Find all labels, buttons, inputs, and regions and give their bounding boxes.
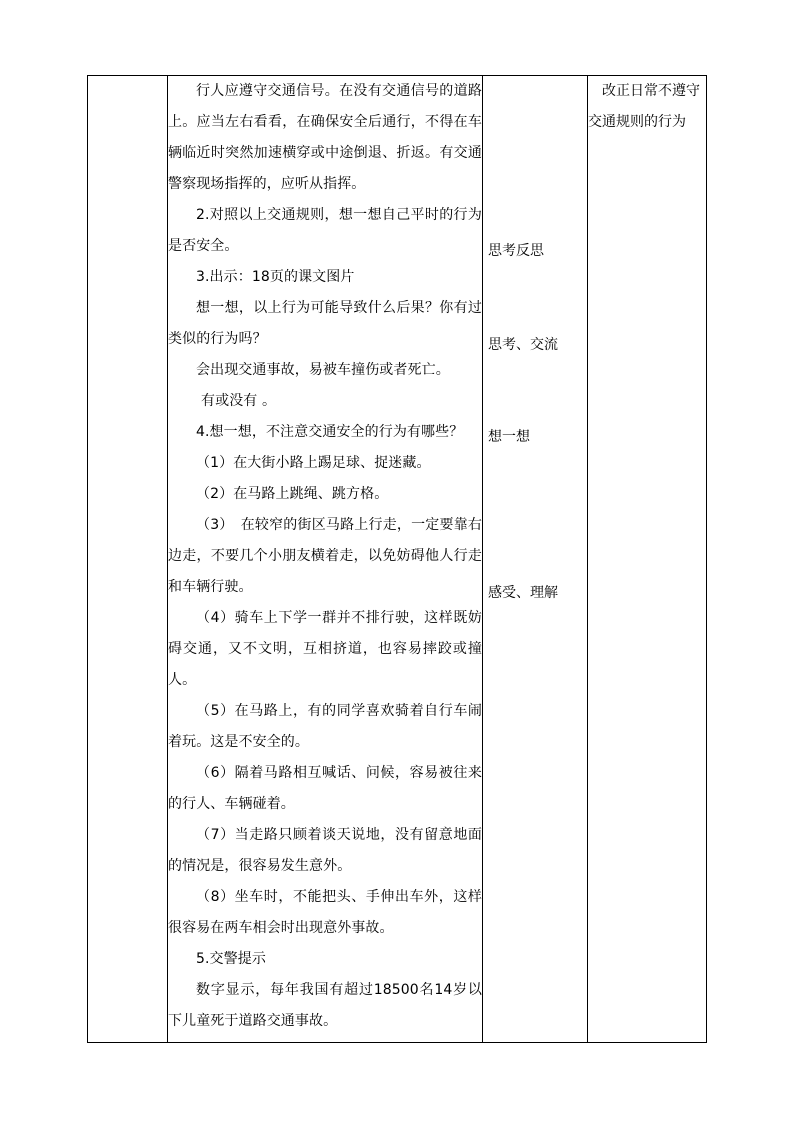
paragraph: 3.出示：18页的课文图片 bbox=[196, 269, 355, 285]
teaching-content bbox=[168, 76, 482, 1037]
student-activity-cell bbox=[483, 76, 588, 1043]
design-intent-text: 改正日常不遵守交通规则的行为 bbox=[588, 83, 700, 130]
paragraph: （3） 在较窄的街区马路上行走，一定要靠右边走，不要几个小朋友横着走，以免妨碍他人行走和车辆行驶。 bbox=[168, 517, 482, 595]
activity-think: 想一想 bbox=[488, 429, 530, 445]
paragraph: 2.对照以上交通规则，想一想自己平时的行为是否安全。 bbox=[168, 207, 482, 254]
paragraph: 4.想一想，不注意交通安全的行为有哪些？ bbox=[196, 424, 464, 440]
paragraph: 会出现交通事故，易被车撞伤或者死亡。 bbox=[196, 362, 450, 378]
paragraph: 行人应遵守交通信号。在没有交通信号的道路上。应当左右看看，在确保安全后通行，不得在车辆临近时突然加速横穿或中途倒退、折返。有交通警察现场指挥的，应听从指挥。 bbox=[168, 83, 482, 192]
paragraph: 数字显示，每年我国有超过18500名14岁以下儿童死于道路交通事故。 bbox=[168, 982, 482, 1029]
paragraph: （5）在马路上，有的同学喜欢骑着自行车闹着玩。这是不安全的。 bbox=[168, 703, 482, 750]
paragraph: 想一想，以上行为可能导致什么后果？你有过类似的行为吗？ bbox=[168, 300, 482, 347]
step-column bbox=[88, 76, 168, 1043]
activity-understand: 感受、理解 bbox=[488, 585, 558, 601]
paragraph: 有或没有 。 bbox=[201, 393, 277, 409]
paragraph: 5.交警提示 bbox=[196, 951, 266, 967]
design-intent-cell bbox=[588, 76, 707, 1043]
paragraph: （8）坐车时，不能把头、手伸出车外，这样很容易在两车相会时出现意外事故。 bbox=[168, 889, 482, 936]
paragraph: （2）在马路上跳绳、跳方格。 bbox=[196, 486, 389, 502]
paragraph: （6）隔着马路相互喊话、问候，容易被往来的行人、车辆碰着。 bbox=[168, 765, 482, 812]
teaching-process-cell bbox=[168, 76, 483, 1043]
paragraph: （7）当走路只顾着谈天说地，没有留意地面的情况是，很容易发生意外。 bbox=[168, 827, 482, 874]
activity-reflect: 思考反思 bbox=[488, 243, 544, 259]
lesson-plan-table bbox=[87, 75, 707, 1043]
paragraph: （4）骑车上下学一群并不排行驶，这样既妨碍交通，又不文明，互相挤道，也容易摔跤或撞人。 bbox=[168, 610, 482, 688]
activity-discuss: 思考、交流 bbox=[488, 337, 558, 353]
paragraph: （1）在大街小路上踢足球、捉迷藏。 bbox=[196, 455, 431, 471]
